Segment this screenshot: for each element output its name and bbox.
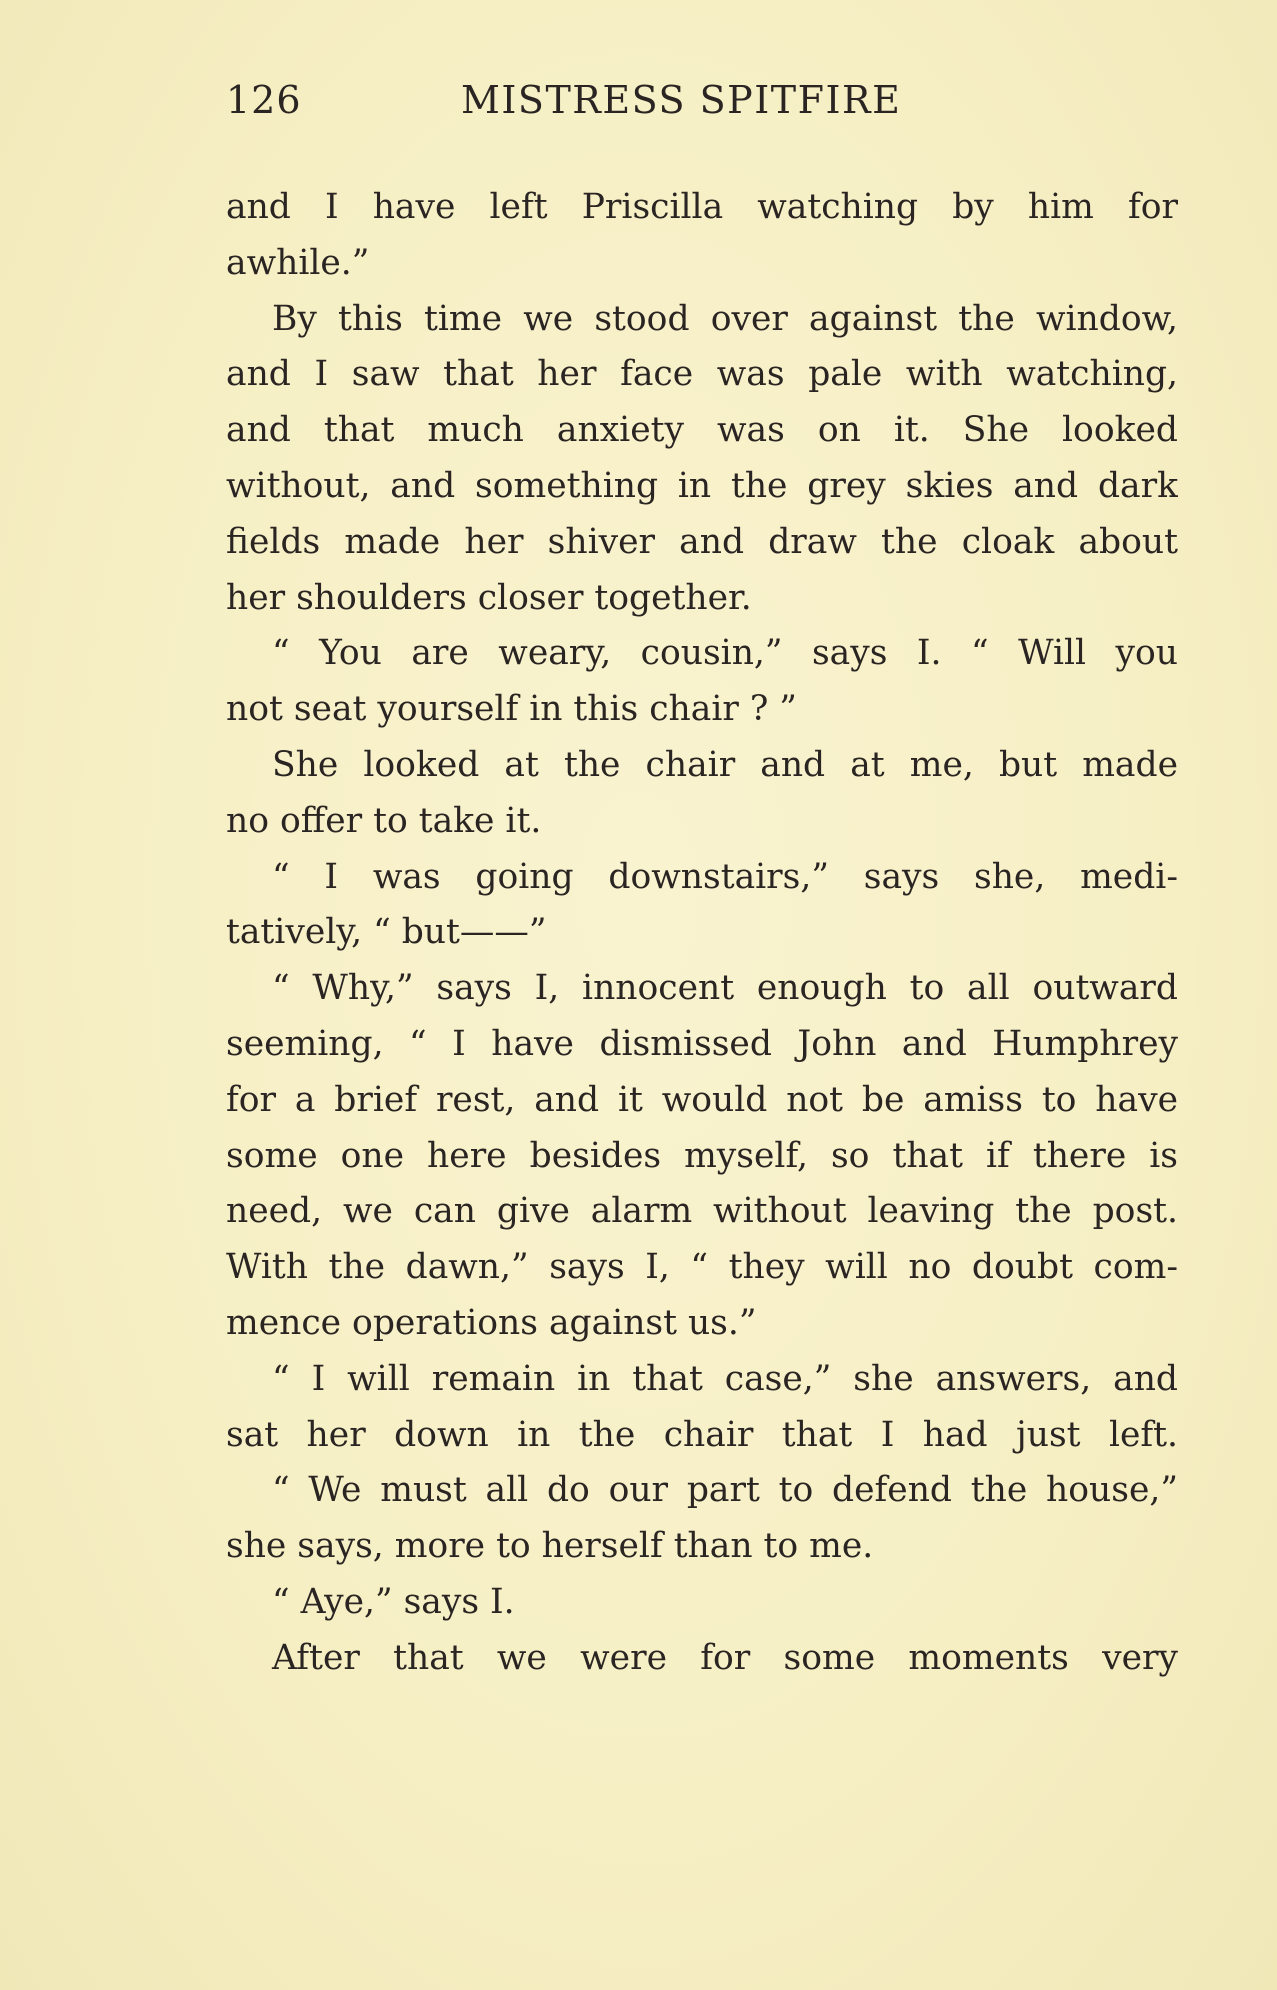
text-line: mence operations against us.” — [226, 1302, 757, 1343]
running-head — [226, 78, 1178, 128]
text-line: no offer to take it. — [226, 800, 542, 841]
text-line: without, and something in the grey skies and dark — [226, 465, 1178, 506]
text-line: “ You are weary, cousin,” says I. “ Will you — [272, 633, 1178, 674]
text-line: awhile.” — [226, 242, 370, 283]
text-line: sat her down in the chair that I had just left. — [226, 1414, 1178, 1455]
body-text — [226, 180, 1178, 1687]
text-line: fields made her shiver and draw the cloak about — [226, 521, 1178, 562]
text-line: tatively, “ but——” — [226, 912, 547, 953]
text-line: and I have left Priscilla watching by him for — [226, 187, 1178, 227]
text-line: she says, more to herself than to me. — [226, 1526, 874, 1567]
text-line: her shoulders closer together. — [226, 577, 752, 618]
text-line: and I saw that her face was pale with watching, — [226, 354, 1178, 395]
text-line: “ I was going downstairs,” says she, medi- — [272, 856, 1178, 897]
text-line: “ Aye,” says I. — [272, 1581, 515, 1622]
text-line: seeming, “ I have dismissed John and Humphrey — [226, 1023, 1178, 1064]
text-line: “ Why,” says I, innocent enough to all outward — [272, 968, 1178, 1009]
text-line: By this time we stood over against the window, — [272, 298, 1178, 339]
text-line: some one here besides myself, so that if there is — [226, 1135, 1178, 1176]
text-line: not seat yourself in this chair ? ” — [226, 689, 797, 730]
text-line: With the dawn,” says I, “ they will no doubt com- — [226, 1247, 1178, 1288]
text-line: “ We must all do our part to defend the house,” — [272, 1470, 1178, 1511]
text-line: need, we can give alarm without leaving the post. — [226, 1191, 1178, 1232]
text-line: After that we were for some moments very — [272, 1637, 1178, 1678]
text-line: “ I will remain in that case,” she answers, and — [272, 1358, 1178, 1399]
page-number: 126 — [226, 78, 302, 122]
running-title: MISTRESS SPITFIRE — [461, 78, 902, 122]
text-line: and that much anxiety was on it. She looked — [226, 410, 1178, 451]
text-line: She looked at the chair and at me, but made — [272, 744, 1178, 785]
text-line: for a brief rest, and it would not be amiss to have — [226, 1079, 1178, 1120]
